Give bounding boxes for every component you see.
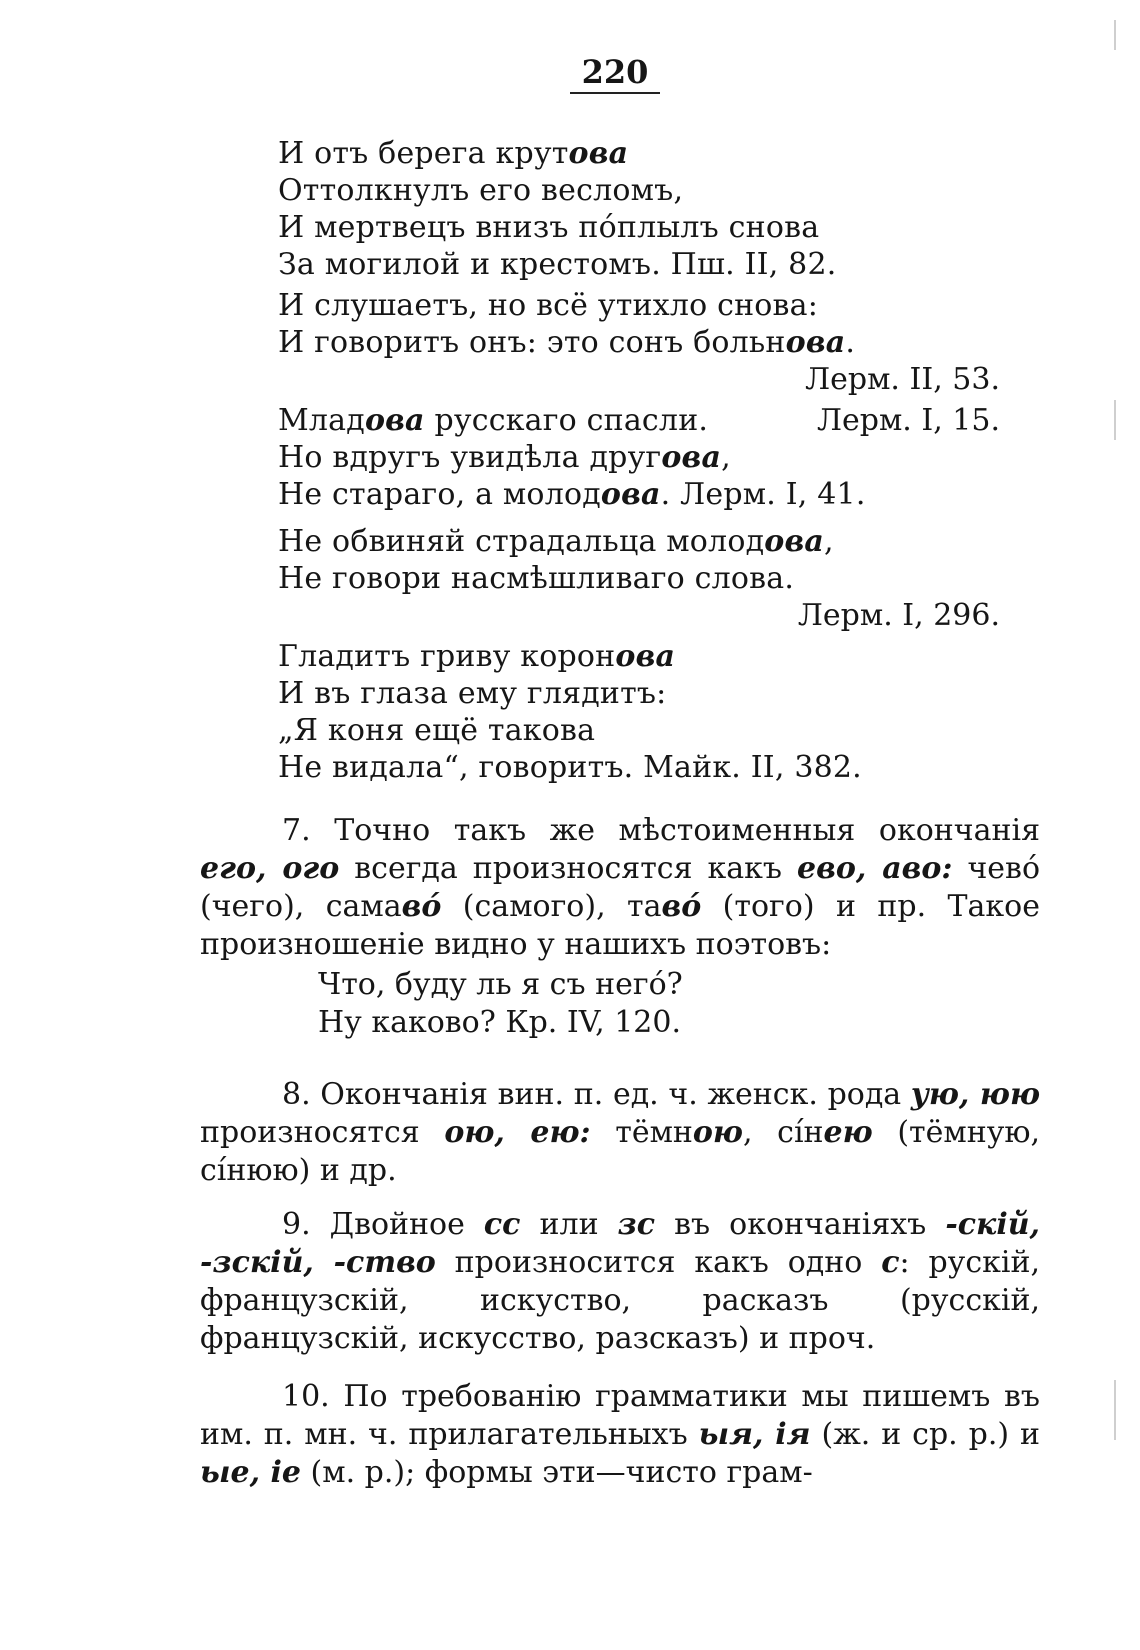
paragraph-section-7: 7. Точно такъ же мѣстоименныя окончанія его, ого всегда произносятся какъ ево, аво: чевó (чего), самавó (самого), тавó (того) и пр. Такое произношеніе видно у нашихъ поэтовъ: xyxy=(200,813,1041,962)
paragraph-section-10: 10. По требованію грамматики мы пишемъ въ им. п. мн. ч. прилагательныхъ ыя, ія (ж. и ср. р.) и ые, іе (м. р.); формы эти—чисто грам- xyxy=(200,1379,1040,1490)
scan-margin-mark xyxy=(1114,1380,1116,1440)
quote-line: Что, буду ль я съ негó? xyxy=(318,967,683,1002)
verse-line: И слушаетъ, но всё утихло снова: xyxy=(278,288,819,323)
verse-line: Но вдругъ увидѣла другова, xyxy=(278,440,731,475)
verse-line: Не стараго, а молодова. Лерм. I, 41. xyxy=(278,477,866,512)
paragraph-section-9: 9. Двойное сс или зс въ окончаніяхъ -скій, -зскій, -ство произносится какъ одно с: рускій, французскій, искуство, расказъ (русскій, французскій, искусство, разсказъ) и проч. xyxy=(200,1207,1041,1356)
scan-margin-mark xyxy=(1114,400,1116,440)
citation-ref: Лерм. II, 53. xyxy=(805,362,1000,397)
verse-line: За могилой и крестомъ. Пш. II, 82. xyxy=(278,247,837,282)
citation-ref: Лерм. I, 15. xyxy=(816,403,1000,438)
verse-line: И говоритъ онъ: это сонъ больнова. xyxy=(278,325,856,360)
verse-line: Не видала“, говоритъ. Майк. II, 382. xyxy=(278,750,862,785)
quote-line: Ну каково? Кр. IV, 120. xyxy=(318,1005,682,1040)
citation-ref: Лерм. I, 296. xyxy=(797,598,1000,633)
verse-line: Гладитъ гриву коронова xyxy=(278,639,676,674)
verse-line: Оттолкнулъ его весломъ, xyxy=(278,173,684,208)
verse-line: Не обвиняй страдальца молодова, xyxy=(278,524,834,559)
verse-line: И отъ берега крутова xyxy=(278,136,629,171)
verse-line: И мертвецъ внизъ пóплылъ снова xyxy=(278,210,820,245)
page-number: 220 xyxy=(570,52,660,94)
verse-line: „Я коня ещё такова xyxy=(278,713,596,748)
verse-line: Не говори насмѣшливаго слова. xyxy=(278,561,795,596)
verse-line: Младова русскаго спасли. xyxy=(278,403,709,438)
paragraph-section-8: 8. Окончанія вин. п. ед. ч. женск. рода ую, юю произносятся ою, ею: тёмною, сíнею (тёмную, сíнюю) и др. xyxy=(200,1077,1041,1188)
scan-margin-mark xyxy=(1114,20,1116,50)
verse-line: И въ глаза ему глядитъ: xyxy=(278,676,667,711)
